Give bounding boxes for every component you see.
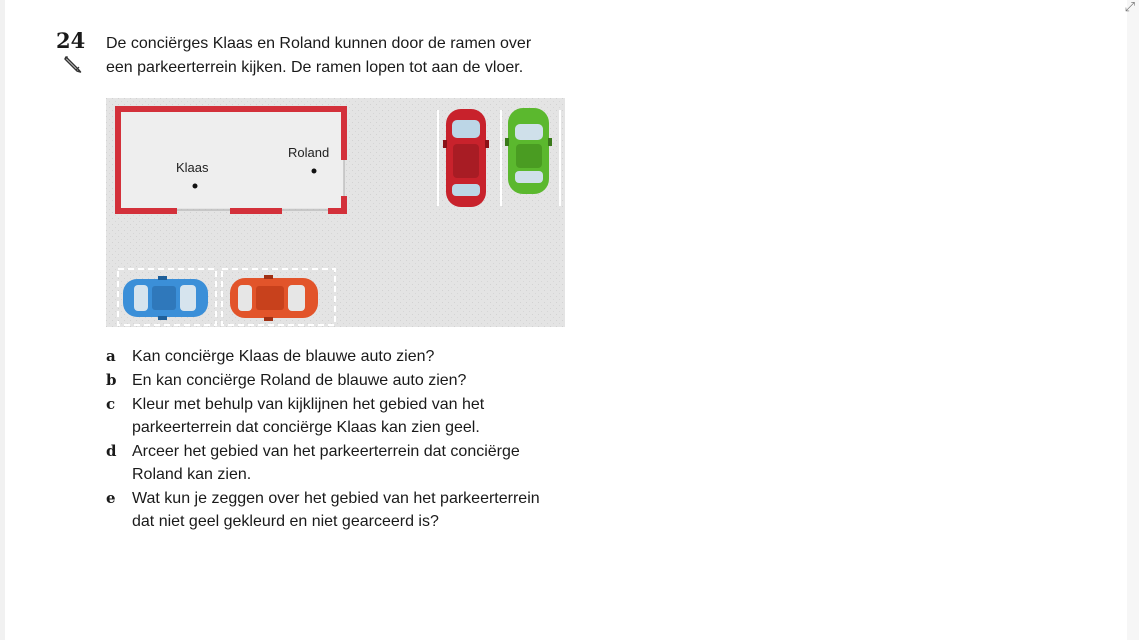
parking-lot-figure [106,98,565,327]
subquestion-letter: d [106,442,117,460]
label-klaas: Klaas [176,160,209,175]
subquestion-letter: a [106,347,116,365]
subquestion-letter: b [106,371,117,389]
subquestion-letter: e [106,489,116,507]
wall-right-lower [341,196,347,214]
subquestion-letter: c [106,395,116,413]
wall-right-upper [341,106,347,160]
wall-left [115,106,121,214]
klaas-dot [193,184,198,189]
intro-line-1: De conciërges Klaas en Roland kunnen door de ramen over [106,35,532,52]
subquestion-text [132,393,586,439]
roland-dot [312,169,317,174]
page-right-edge [1124,0,1139,640]
subquestion-e [106,487,586,533]
subquestion-b [106,369,586,392]
subquestion-text: En kan conciërge Roland de blauwe auto zien? [132,372,467,389]
orange-car [230,275,318,321]
blue-car [123,276,208,320]
wall-top [115,106,347,112]
subquestion-text [132,487,586,533]
pencil-icon [62,53,84,75]
label-roland: Roland [288,145,330,160]
subquestion-line-1: Wat kun je zeggen over het gebied van het parkeerterrein [132,490,540,507]
green-car [505,108,552,194]
question-number: 24 [56,28,86,53]
subquestion-text [132,440,586,486]
page-left-edge [0,0,5,640]
subquestion-d [106,440,586,486]
subquestion-text: Kan conciërge Klaas de blauwe auto zien? [132,348,435,365]
red-car [443,109,489,207]
subquestion-line-2: parkeerterrein dat conciërge Klaas kan zien geel. [132,419,480,436]
subquestion-line-1: Arceer het gebied van het parkeerterrein dat conciërge [132,443,520,460]
wall-bottom-middle [230,208,282,214]
wall-bottom-left [115,208,177,214]
subquestion-list [106,345,586,534]
expand-icon[interactable]: ⤢ [1124,0,1135,15]
subquestion-line-1: Kleur met behulp van kijklijnen het gebied van het [132,396,485,413]
subquestion-line-2: Roland kan zien. [132,466,252,483]
subquestion-a [106,345,586,368]
subquestion-line-2: dat niet geel gekleurd en niet gearceerd is? [132,513,439,530]
intro-line-2: een parkeerterrein kijken. De ramen lopen tot aan de vloer. [106,59,524,76]
question-intro [106,32,586,80]
subquestion-c [106,393,586,439]
